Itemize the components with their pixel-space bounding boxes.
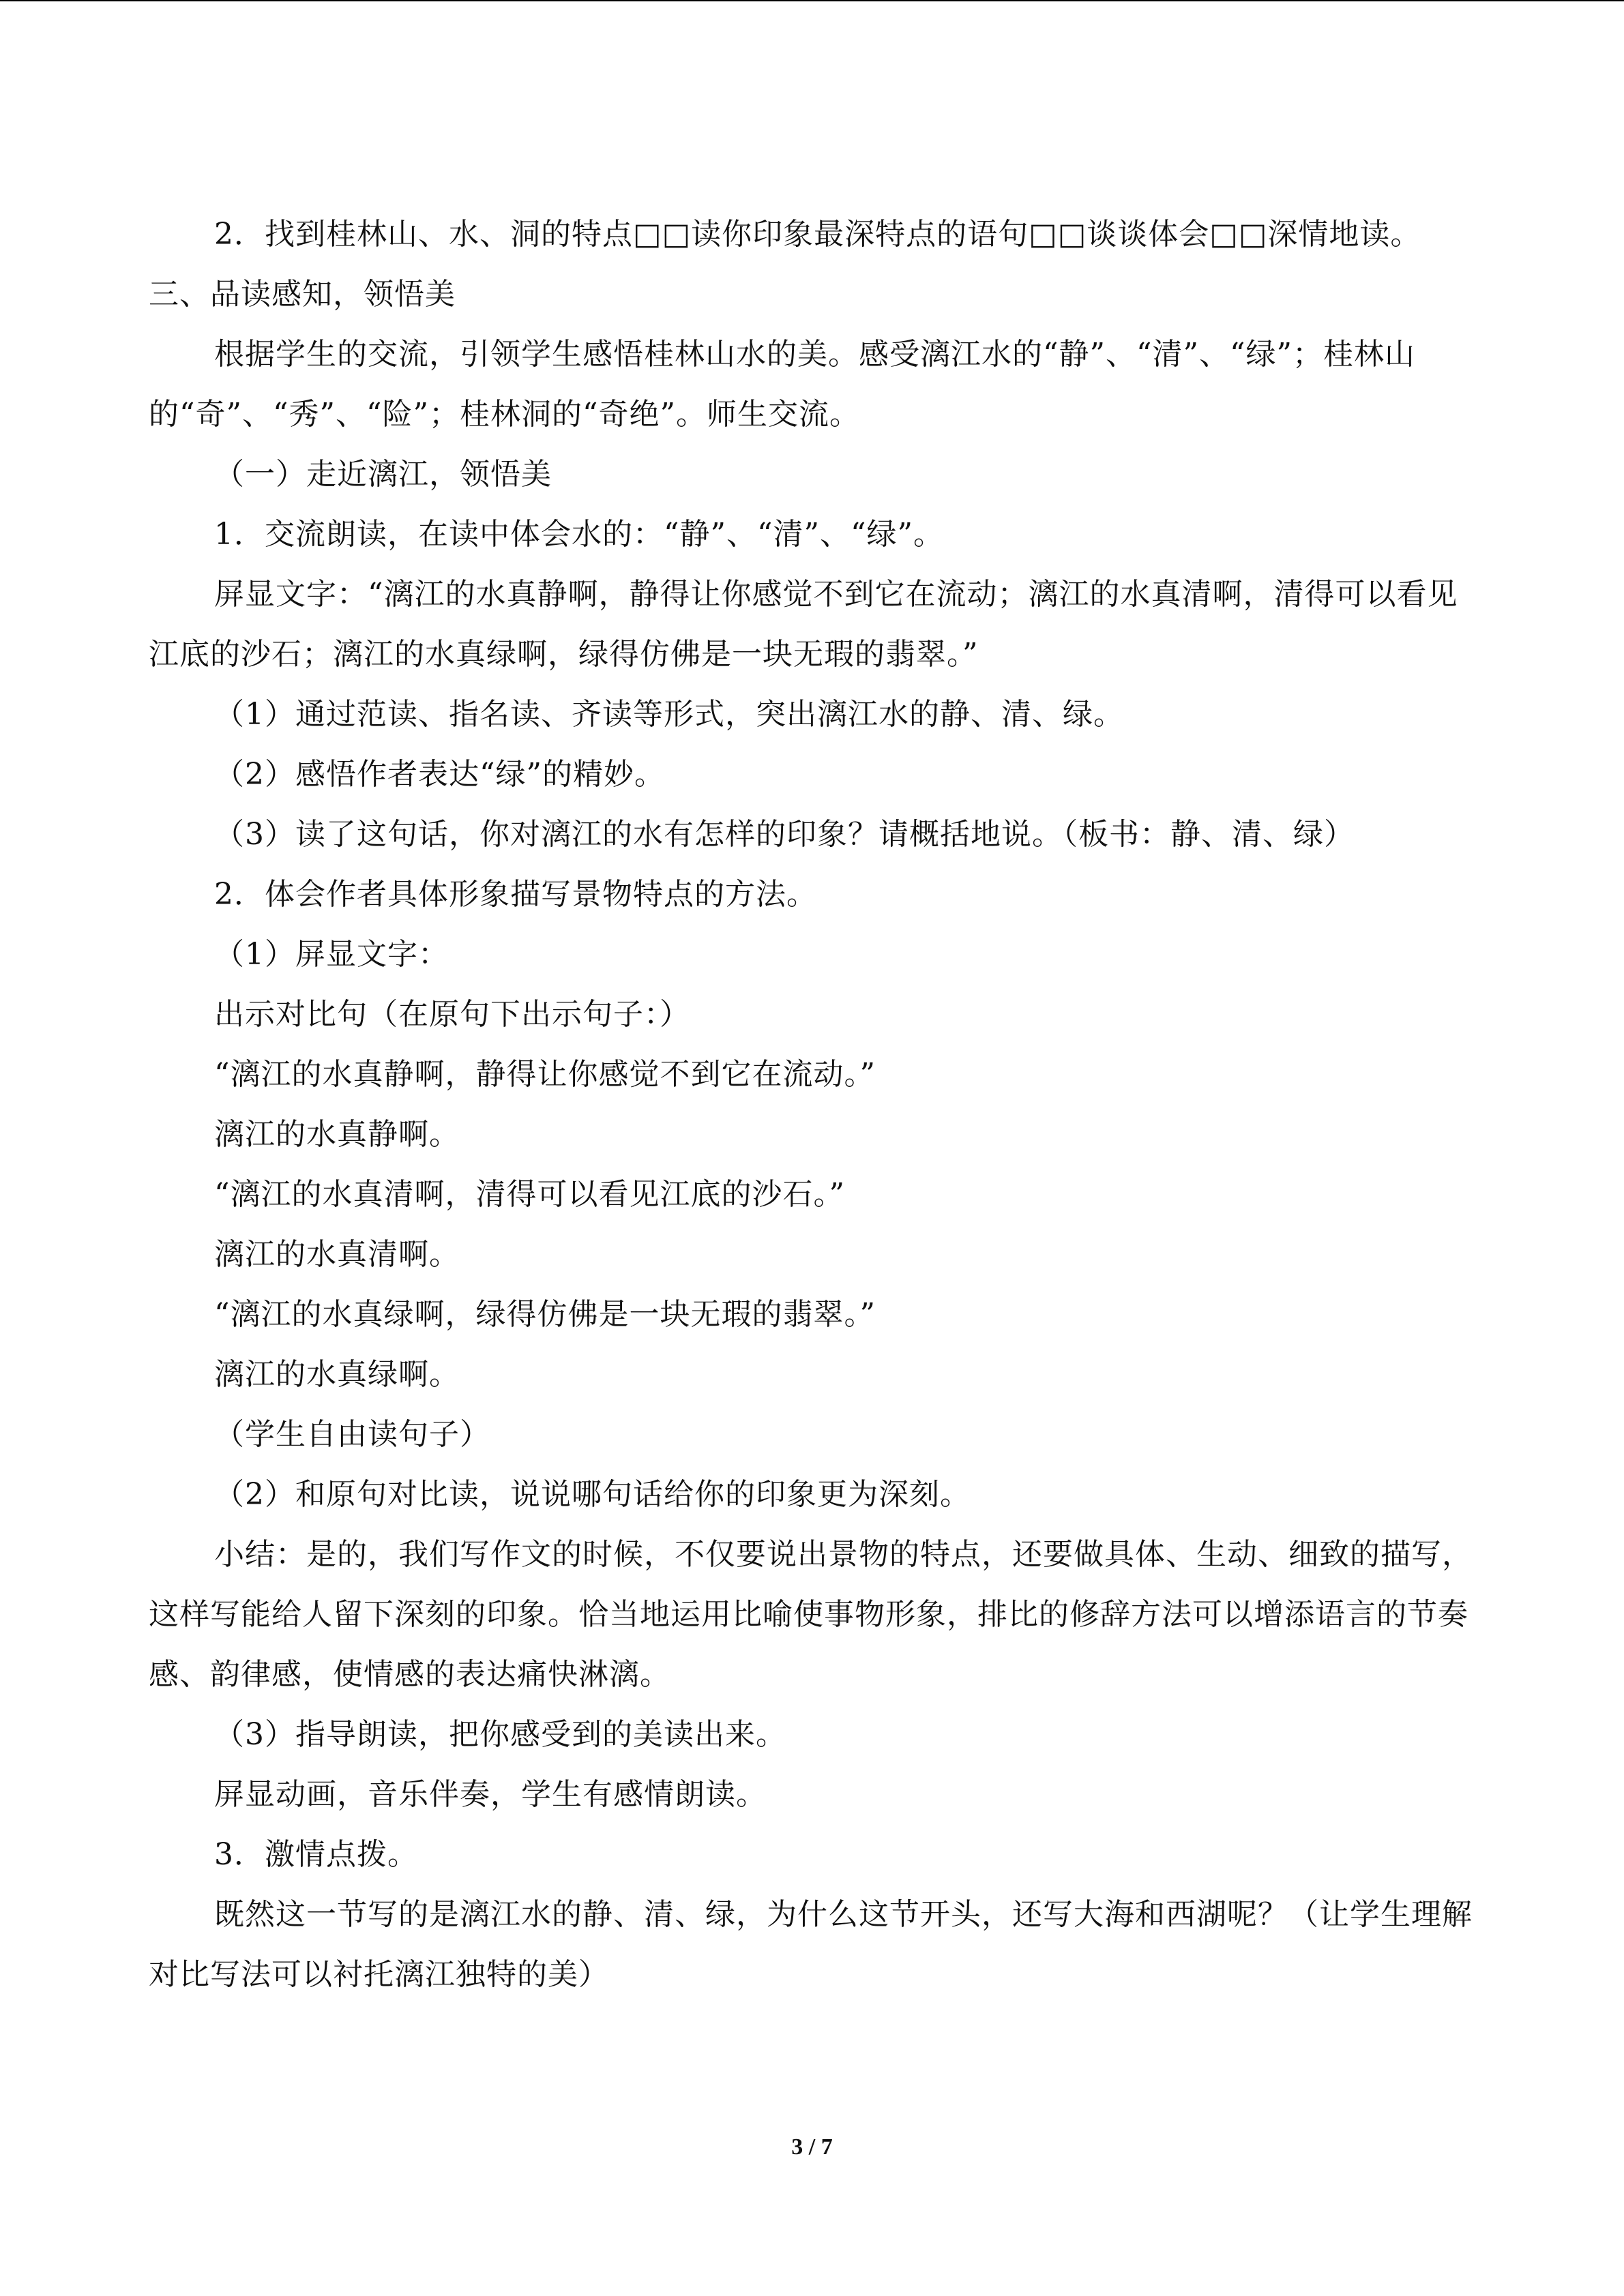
document-body	[149, 205, 1475, 2005]
subsection-heading: （一）走近漓江，领悟美	[214, 457, 552, 492]
plain-sentence: 漓江的水真绿啊。	[214, 1357, 460, 1392]
plain-sentence: 漓江的水真静啊。	[214, 1117, 460, 1152]
paragraph: 2．体会作者具体形象描写景物特点的方法。	[214, 877, 817, 912]
paragraph: 1．交流朗读，在读中体会水的：“静”、“清”、“绿”。	[214, 517, 944, 552]
paragraph: （1）通过范读、指名读、齐读等形式，突出漓江水的静、清、绿。	[214, 697, 1124, 732]
quoted-sentence: “漓江的水真静啊，静得让你感觉不到它在流动。”	[214, 1057, 876, 1092]
paragraph: （3）读了这句话，你对漓江的水有怎样的印象？请概括地说。（板书：静、清、绿）	[214, 817, 1355, 852]
section-heading: 三、品读感知，领悟美	[149, 277, 456, 312]
plain-sentence: 漓江的水真清啊。	[214, 1237, 460, 1272]
paragraph: 出示对比句（在原句下出示句子：）	[214, 997, 690, 1032]
quoted-sentence: “漓江的水真清啊，清得可以看见江底的沙石。”	[214, 1177, 845, 1212]
paragraph: （1）屏显文字：	[214, 937, 449, 972]
quoted-sentence: “漓江的水真绿啊，绿得仿佛是一块无瑕的翡翠。”	[214, 1297, 876, 1332]
paragraph: （2）感悟作者表达“绿”的精妙。	[214, 757, 665, 792]
paragraph: 根据学生的交流，引领学生感悟桂林山水的美。感受漓江水的“静”、“清”、“绿”；桂林山的“奇”、“秀”、“险”；桂林洞的“奇绝”。师生交流。	[149, 337, 1415, 432]
paragraph: （2）和原句对比读，说说哪句话给你的印象更为深刻。	[214, 1477, 971, 1512]
paragraph: （3）指导朗读，把你感受到的美读出来。	[214, 1717, 786, 1752]
paragraph: 屏显文字：“漓江的水真静啊，静得让你感觉不到它在流动；漓江的水真清啊，清得可以看见江底的沙石；漓江的水真绿啊，绿得仿佛是一块无瑕的翡翠。”	[149, 577, 1458, 672]
paragraph: （学生自由读句子）	[214, 1417, 490, 1452]
top-border-line	[0, 0, 1624, 1]
page-number: 3 / 7	[791, 2134, 833, 2160]
summary-paragraph: 小结：是的，我们写作文的时候，不仅要说出景物的特点，还要做具体、生动、细致的描写，这样写能给人留下深刻的印象。恰当地运用比喻使事物形象，排比的修辞方法可以增添语言的节奏感、韵律感，使情感的表达痛快淋漓。	[149, 1537, 1473, 1692]
paragraph: 3．激情点拨。	[214, 1837, 418, 1872]
paragraph: 2．找到桂林山、水、洞的特点□□读你印象最深特点的语句□□谈谈体会□□深情地读。	[214, 217, 1421, 252]
paragraph: 既然这一节写的是漓江水的静、清、绿，为什么这节开头，还写大海和西湖呢？（让学生理解对比写法可以衬托漓江独特的美）	[149, 1897, 1473, 1992]
paragraph: 屏显动画，音乐伴奏，学生有感情朗读。	[214, 1777, 767, 1812]
